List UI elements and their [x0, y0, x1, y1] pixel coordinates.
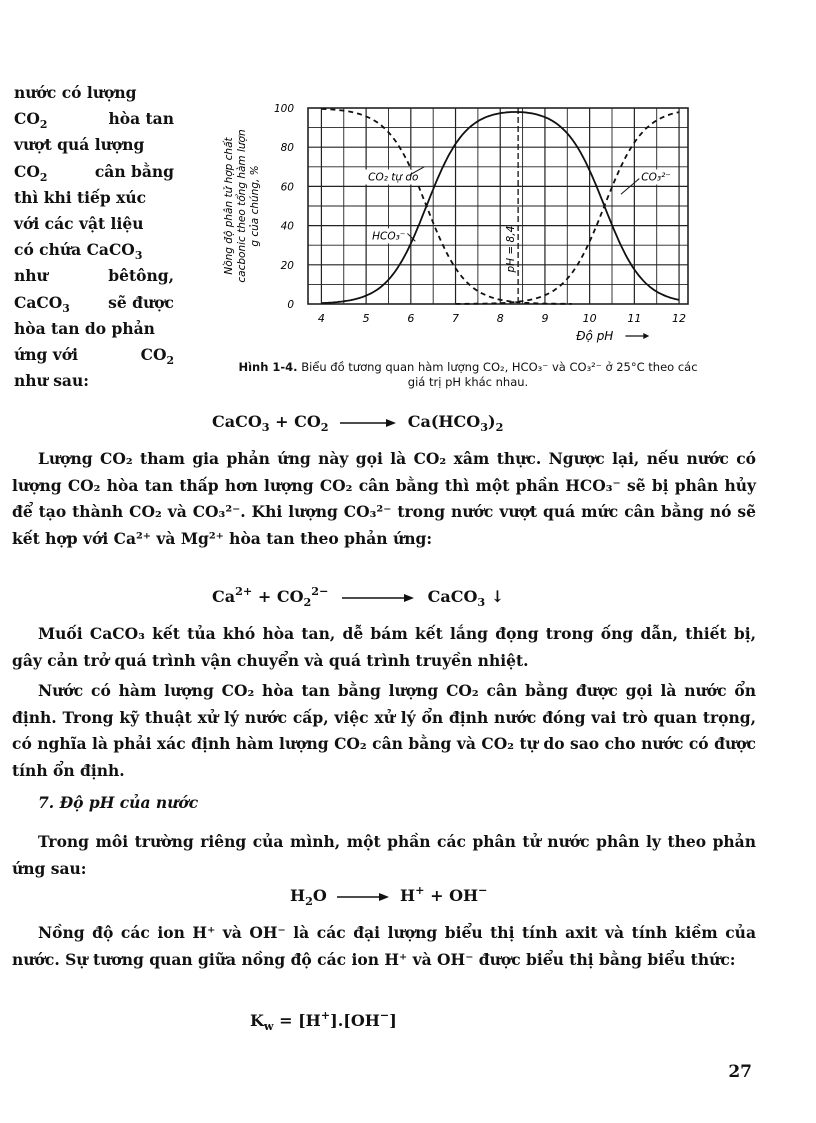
co2-free-label: CO₂ tự do [368, 171, 419, 184]
equation-1: CaCO$_3$ + $CO_2$ $Ca(HCO_3)_2$ [212, 412, 504, 434]
x-axis-label: Độ pH [576, 329, 614, 343]
side-line: như sau: [14, 371, 89, 391]
side-line: có chứa CaCO$_3$ [14, 240, 143, 263]
side-line: thì khi tiếp xúc [14, 187, 147, 207]
paragraph-3: Nước có hàm lượng CO₂ hòa tan bằng lượng CO₂ cân bằng được gọi là nước ổn định. Trong kỹ thuật xử lý nước cấp, việc xử lý ổn định nước đóng vai trò quan trọng, có nghĩa là phải xác định hàm lượng CO₂ cân bằng và CO₂ tự do sao cho nước có được tính ổn định. [12, 681, 756, 780]
x-tick-label: 5 [362, 312, 370, 325]
y-axis-label [223, 129, 261, 282]
y-tick-label: 60 [280, 181, 294, 194]
arrow-icon [335, 891, 391, 903]
equation-4: $K_w = [H^+].[OH^-]$ [250, 1008, 397, 1033]
side-line: CaCO$_3$ sẽ được [14, 292, 174, 315]
equation-2: $Ca^{2+} + CO_2^{2-}$ CaCO$_3$ ↓ [212, 584, 505, 609]
y-tick-label: 100 [273, 103, 294, 115]
x-tick-label: 12 [672, 312, 687, 325]
caption-text: Biểu đồ tương quan hàm lượng CO₂, HCO₃⁻ và CO₃²⁻ ở 25°C theo các giá trị pH khác nhau. [301, 360, 698, 389]
paragraph-2: Muối CaCO₃ kết tủa khó hòa tan, dễ bám kết lắng đọng trong ống dẫn, thiết bị, gây cản trở quá trình vận chuyển và quá trình truyền nhiệt. [12, 624, 756, 670]
ph-marker-label: pH = 8,4 [505, 225, 518, 273]
carbonate-chart [210, 96, 710, 396]
x-tick-label: 11 [627, 312, 642, 325]
arrow-icon [338, 417, 398, 429]
hco3-label: HCO₃⁻ [372, 230, 406, 243]
svg-text:g của chúng, %: g của chúng, % [249, 165, 261, 247]
co3-label: CO₃²⁻ [641, 171, 671, 184]
x-tick-label: 4 [317, 312, 325, 325]
paragraph-5: Nồng độ các ion H⁺ và OH⁻ là các đại lượng biểu thị tính axit và tính kiềm của nước. Sự tương quan giữa nồng độ các ion H⁺ và OH⁻ được biểu thị bằng biểu thức: [12, 923, 756, 969]
side-text [14, 80, 174, 394]
side-line: vượt quá lượng [14, 135, 145, 155]
y-tick-label: 40 [280, 220, 294, 233]
side-line: ứng với $CO_2$ [14, 345, 174, 368]
x-tick-label: 10 [582, 312, 597, 325]
chart-svg [210, 96, 710, 356]
section-heading: 7. Độ pH của nước [38, 793, 199, 812]
side-line: như bêtông, [14, 266, 174, 286]
side-line: $CO_2$ cân bằng [14, 161, 174, 184]
figure-caption [228, 360, 708, 390]
svg-text:Nồng độ phân tử hợp chất: Nồng độ phân tử hợp chất [223, 137, 235, 275]
y-tick-label: 80 [280, 142, 294, 155]
x-tick-label: 9 [541, 312, 549, 325]
x-tick-label: 8 [496, 312, 504, 325]
side-line: với các vật liệu [14, 214, 144, 234]
x-tick-label: 6 [407, 312, 415, 325]
caption-label: Hình 1-4. [238, 360, 298, 374]
side-line: nước có lượng [14, 83, 137, 102]
chart-grid [308, 108, 688, 304]
xlabel-arrow-head [643, 333, 649, 339]
paragraph-4: Trong môi trường riêng của mình, một phần các phân tử nước phân ly theo phản ứng sau: [12, 832, 756, 878]
y-tick-label: 0 [287, 299, 294, 311]
x-tick-label: 7 [452, 312, 460, 325]
arrow-icon [340, 592, 416, 604]
y-tick-label: 20 [280, 259, 294, 272]
chart-ticks [274, 103, 686, 325]
equation-3: $H_2O$ H+ + OH− [290, 883, 488, 908]
svg-text:cacbonic theo tổng hàm lượn: cacbonic theo tổng hàm lượn [236, 129, 248, 283]
paragraph-1: Lượng CO₂ tham gia phản ứng này gọi là CO₂ xâm thực. Ngược lại, nếu nước có lượng CO₂ hòa tan thấp hơn lượng CO₂ cân bằng thì một phần HCO₃⁻ sẽ bị phân hủy để tạo thành CO₂ và CO₃²⁻. Khi lượng CO₃²⁻ trong nước vượt quá mức cân bằng nó sẽ kết hợp với Ca²⁺ và Mg²⁺ hòa tan theo phản ứng: [12, 449, 756, 548]
side-line: $CO_2$ hòa tan [14, 109, 174, 132]
page-number: 27 [728, 1062, 752, 1082]
side-line: hòa tan do phản [14, 318, 155, 338]
